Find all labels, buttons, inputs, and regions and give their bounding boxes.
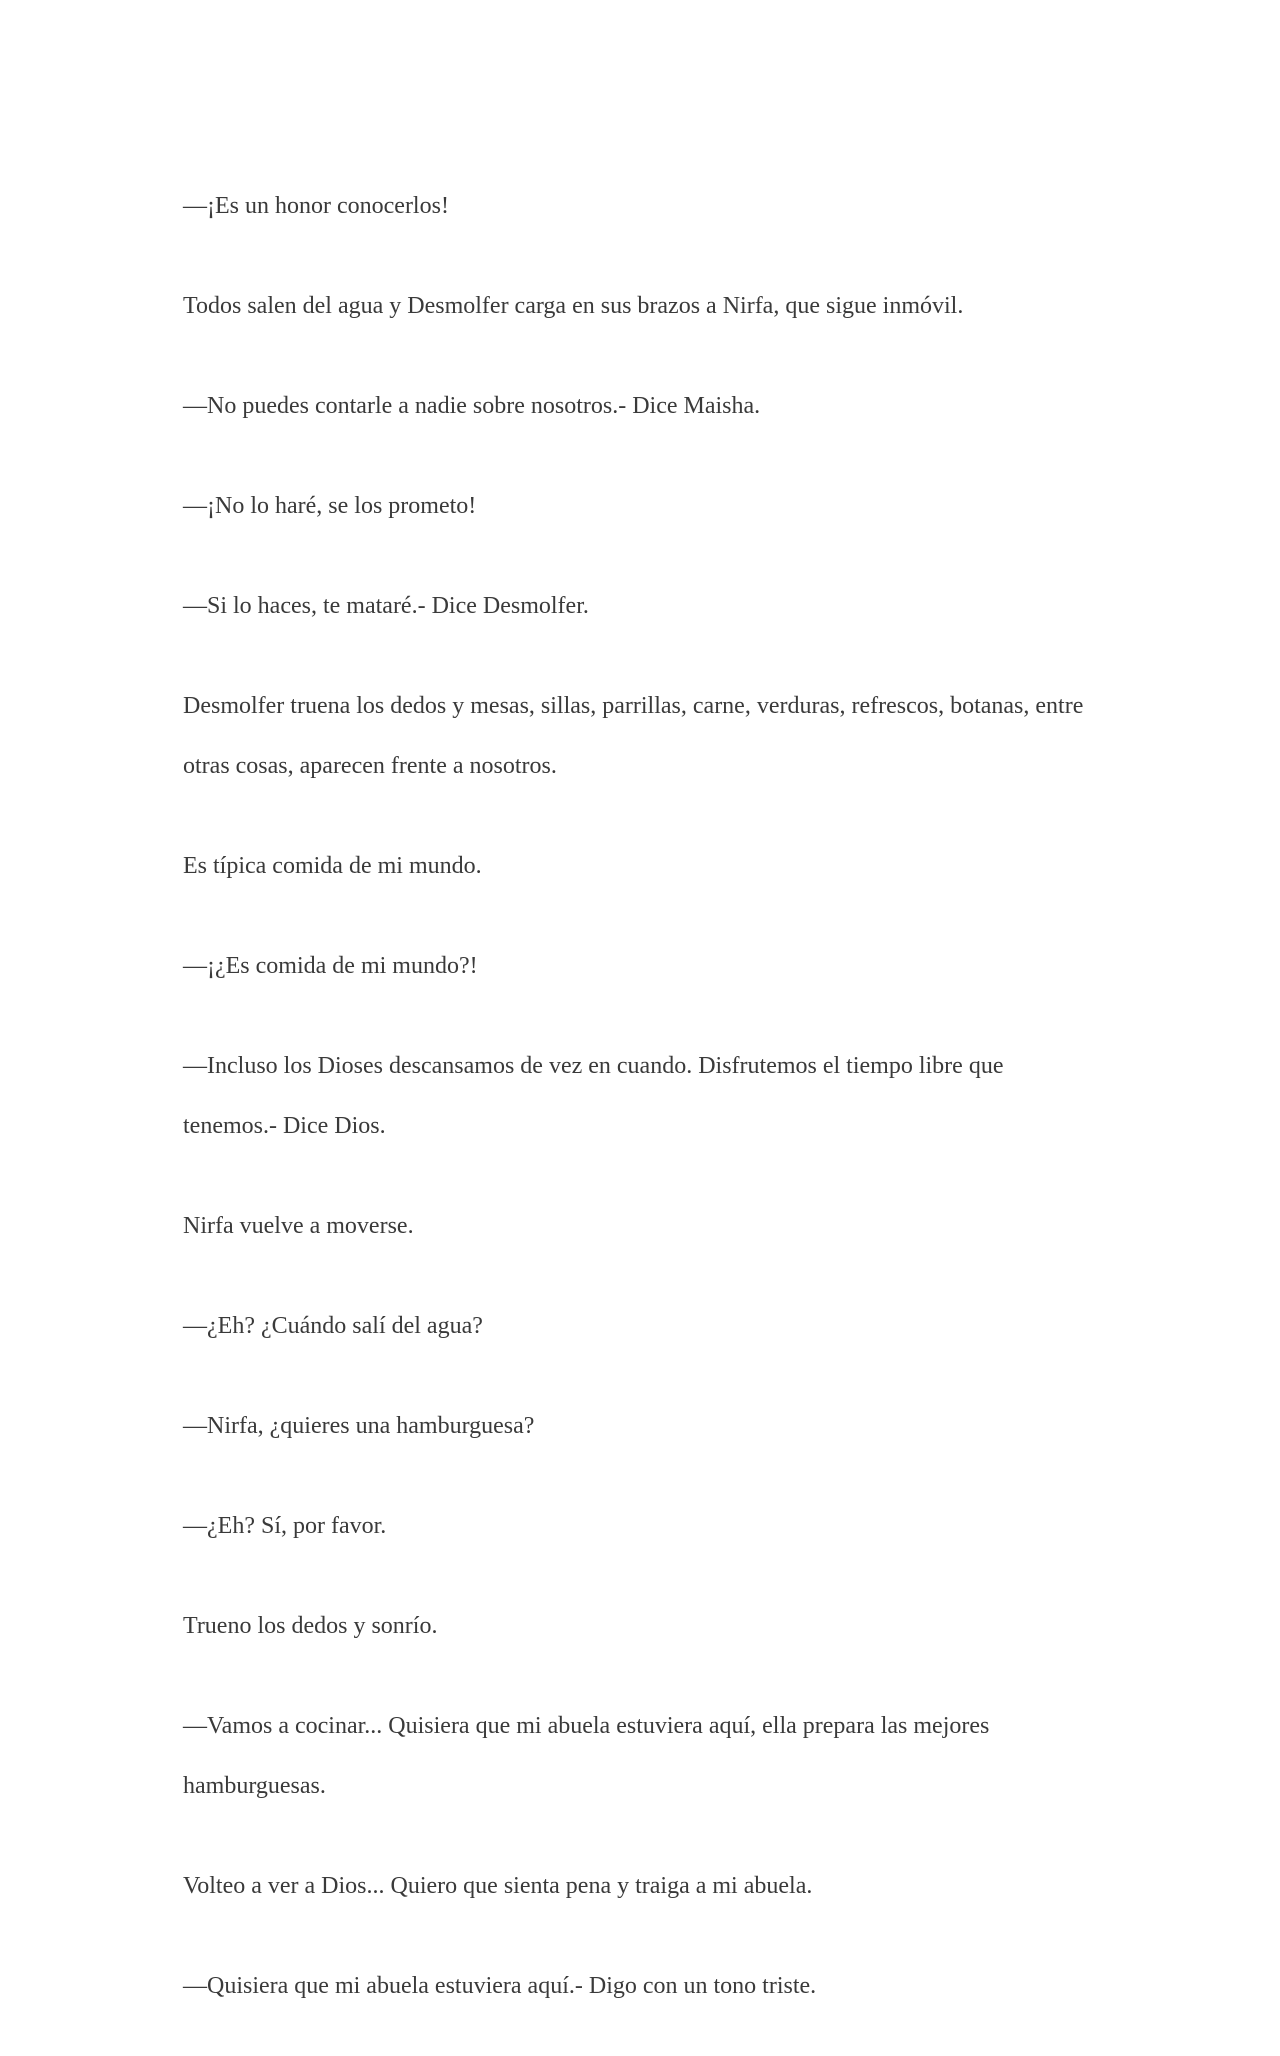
paragraph: —Si lo haces, te mataré.- Dice Desmolfer. [183,593,589,619]
paragraph: —¡No lo haré, se los prometo! [183,493,477,519]
paragraph: Trueno los dedos y sonrío. [183,1613,438,1639]
paragraph: —Nirfa, ¿quieres una hamburguesa? [183,1413,535,1439]
paragraph: —¿Eh? ¿Cuándo salí del agua? [183,1313,483,1339]
paragraph: Volteo a ver a Dios... Quiero que sienta pena y traiga a mi abuela. [183,1873,813,1899]
paragraph: Nirfa vuelve a moverse. [183,1213,414,1239]
paragraph: —¡¿Es comida de mi mundo?! [183,953,478,979]
paragraph: —¡Es un honor conocerlos! [183,193,449,219]
document-body [183,176,1103,2056]
paragraph: —Quisiera que mi abuela estuviera aquí.- Digo con un tono triste. [183,1973,817,1999]
paragraph: —¿Eh? Sí, por favor. [183,1513,387,1539]
paragraph: —Incluso los Dioses descansamos de vez en cuando. Disfrutemos el tiempo libre que tenemos.- Dice Dios. [183,1053,1004,1139]
paragraph: Desmolfer truena los dedos y mesas, sillas, parrillas, carne, verduras, refrescos, botanas, entre otras cosas, aparecen frente a nosotros. [183,693,1084,779]
paragraph: —Vamos a cocinar... Quisiera que mi abuela estuviera aquí, ella prepara las mejores hamburguesas. [183,1713,990,1799]
paragraph: Es típica comida de mi mundo. [183,853,482,879]
paragraph: Todos salen del agua y Desmolfer carga en sus brazos a Nirfa, que sigue inmóvil. [183,293,964,319]
paragraph: —No puedes contarle a nadie sobre nosotros.- Dice Maisha. [183,393,761,419]
